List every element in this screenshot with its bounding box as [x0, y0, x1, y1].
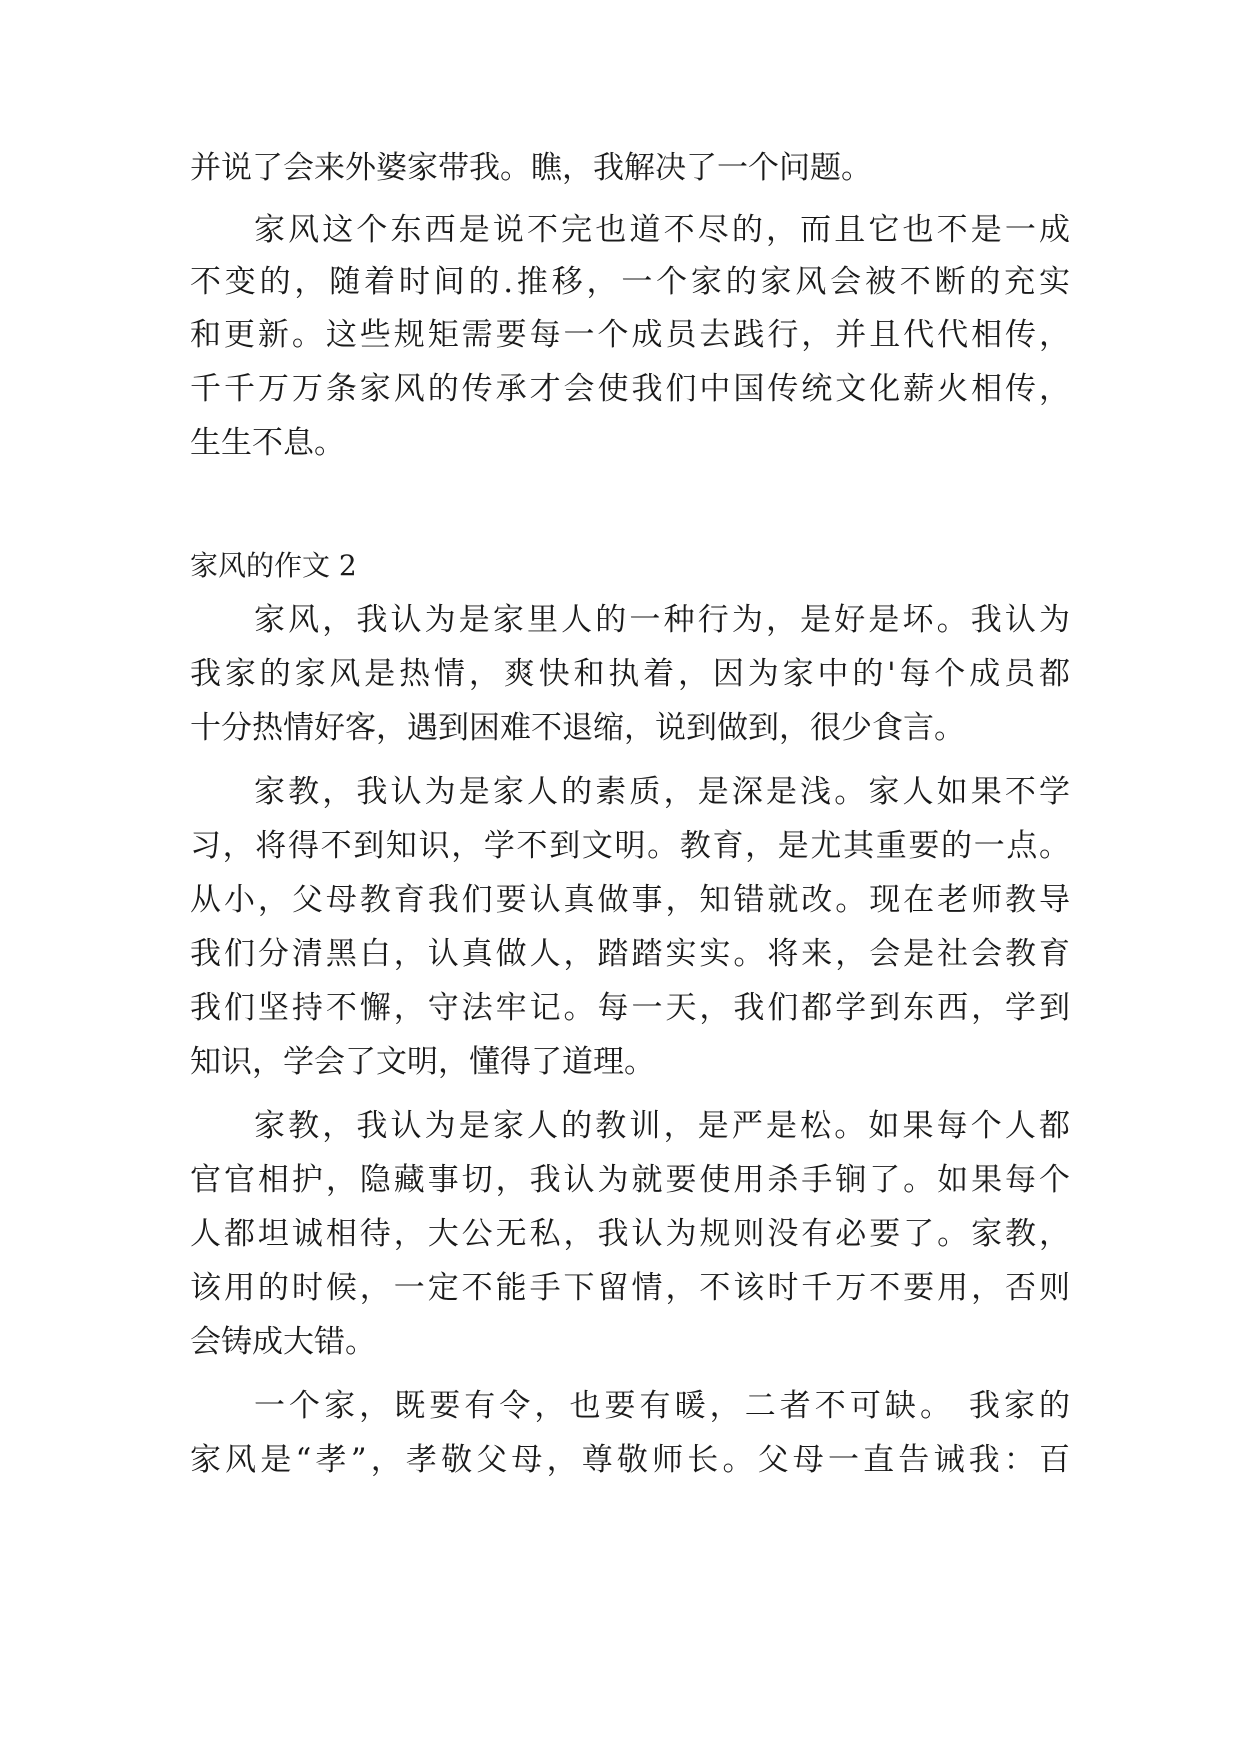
paragraph-line: 该用的时候，一定不能手下留情，不该时千万不要用，否则 — [190, 1270, 1070, 1306]
paragraph-line: 千千万万条家风的传承才会使我们中国传统文化薪火相传， — [190, 371, 1070, 407]
paragraph-line: 知识，学会了文明，懂得了道理。 — [190, 1044, 655, 1080]
paragraph-line: 家教，我认为是家人的素质，是深是浅。家人如果不学 — [254, 774, 1070, 810]
paragraph-line: 并说了会来外婆家带我。瞧，我解决了一个问题。 — [190, 150, 872, 186]
paragraph-line: 官官相护，隐藏事切，我认为就要使用杀手锏了。如果每个 — [190, 1162, 1070, 1198]
paragraph-line: 不变的，随着时间的.推移，一个家的家风会被不断的充实 — [190, 264, 1070, 300]
paragraph-line: 会铸成大错。 — [190, 1324, 376, 1360]
paragraph-line: 十分热情好客，遇到困难不退缩，说到做到，很少食言。 — [190, 710, 965, 746]
paragraph-line: 一个家，既要有令，也要有暖，二者不可缺。 我家的 — [254, 1388, 1070, 1424]
paragraph-line: 习，将得不到知识，学不到文明。教育，是尤其重要的一点。 — [190, 828, 1070, 864]
paragraph-line: 我们坚持不懈，守法牢记。每一天，我们都学到东西，学到 — [190, 990, 1070, 1026]
paragraph-line: 家风这个东西是说不完也道不尽的，而且它也不是一成 — [254, 212, 1070, 248]
paragraph-line: 我们分清黑白，认真做人，踏踏实实。将来，会是社会教育 — [190, 936, 1070, 972]
paragraph-line: 我家的家风是热情，爽快和执着，因为家中的'每个成员都 — [190, 656, 1070, 692]
paragraph-line: 家风，我认为是家里人的一种行为，是好是坏。我认为 — [254, 602, 1070, 638]
section-heading: 家风的作文 2 — [190, 549, 357, 582]
paragraph-line: 和更新。这些规矩需要每一个成员去践行，并且代代相传， — [190, 317, 1070, 353]
paragraph-line: 从小，父母教育我们要认真做事，知错就改。现在老师教导 — [190, 882, 1070, 918]
paragraph-line: 家风是“孝”，孝敬父母，尊敬师长。父母一直告诫我：百 — [190, 1442, 1070, 1478]
paragraph-line: 人都坦诚相待，大公无私，我认为规则没有必要了。家教， — [190, 1216, 1070, 1252]
paragraph-line: 生生不息。 — [190, 425, 345, 461]
paragraph-line: 家教，我认为是家人的教训，是严是松。如果每个人都 — [254, 1108, 1070, 1144]
